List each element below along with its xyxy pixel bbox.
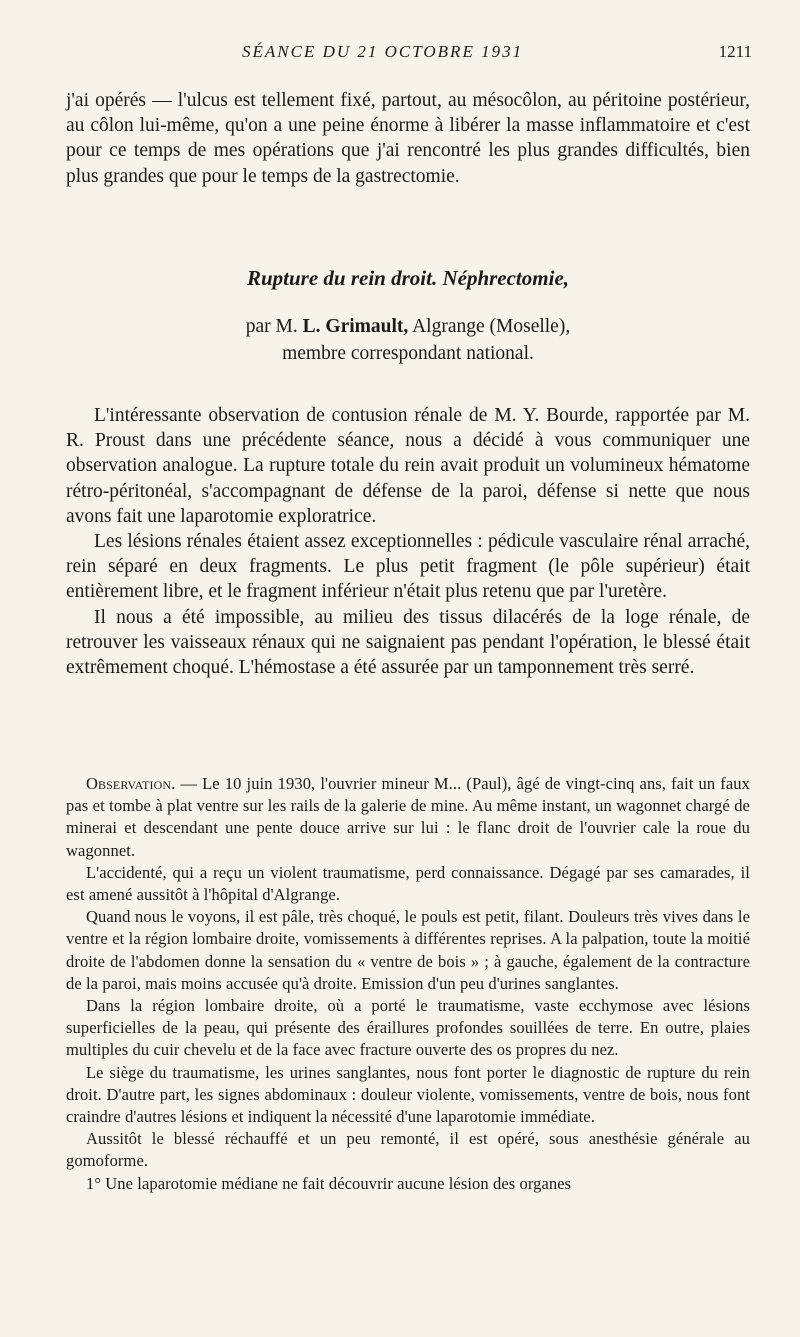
affiliation-role: membre correspondant national.	[282, 343, 534, 364]
byline-line-1	[66, 313, 750, 340]
author-name: L. Grimault,	[302, 316, 409, 337]
observation-paragraph: L'accidenté, qui a reçu un violent traumatisme, perd connaissance. Dégagé par ses camarades, il est amené aussitôt à l'hôpital d'Algrange.	[66, 862, 750, 905]
observation-paragraph: Quand nous le voyons, il est pâle, très choqué, le pouls est petit, filant. Douleurs très vives dans le ventre et la région lombaire droite, vomissements à différentes reprises. A la palpation, toute la moitié droite de l'abdomen donne la sensation du « ventre de bois » ; à gauche, également de la contracture de la paroi, mais moins accusée qu'à droite. Emission d'un peu d'urines sanglantes.	[66, 907, 750, 993]
observation-paragraph: Aussitôt le blessé réchauffé et un peu remonté, il est opéré, sous anesthésie générale au gomoforme.	[66, 1129, 750, 1171]
intro-paragraph: Les lésions rénales étaient assez exceptionnelles : pédicule vasculaire rénal arraché, rein séparé en deux fragments. Le plus petit fragment (le pôle supérieur) était entièrement libre, et le fragment inférieur n'était plus retenu que par l'uretère.	[66, 531, 750, 603]
running-title: SÉANCE DU 21 OCTOBRE 1931	[242, 42, 524, 61]
observation-first-paragraph	[66, 773, 750, 862]
continuation-text	[66, 88, 750, 189]
intro-paragraph: L'intéressante observation de contusion rénale de M. Y. Bourde, rapportée par M. R. Proust dans une précédente séance, nous a décidé à vous communiquer une observation analogue. La rupture totale du rein avait produit un volumineux hématome rétro-péritonéal, s'accompagnant de défense de la paroi, défense si nette que nous avons fait une laparotomie exploratrice.	[66, 405, 750, 527]
observation-paragraph: Le siège du traumatisme, les urines sanglantes, nous font porter le diagnostic de rupture du rein droit. D'autre part, les signes abdominaux : douleur violente, vomissements, ventre de bois, nous font craindre d'autres lésions et indiquent la nécessité d'une laparotomie immédiate.	[66, 1062, 750, 1127]
intro-paragraph: Il nous a été impossible, au milieu des tissus dilacérés de la loge rénale, de retrouver les vaisseaux rénaux qui ne saignaient pas pendant l'opération, le blessé était extrêmement choqué. L'hémostase a été assurée par un tamponnement très serré.	[66, 606, 750, 679]
continuation-paragraph: j'ai opérés — l'ulcus est tellement fixé, partout, au mésocôlon, au péritoine postérieur, au côlon lui-même, qu'on a une peine énorme à libérer la masse inflammatoire et c'est pour ce temps de mes opérations que j'ai rencontré les plus grandes difficultés, bien plus grandes que pour le temps de la gastrectomie.	[66, 90, 750, 187]
page-number: 1211	[718, 42, 752, 61]
observation-first-text: — Le 10 juin 1930, l'ouvrier mineur M... (Paul), âgé de vingt-cinq ans, fait un faux pas et tombe à plat ventre sur les rails de la galerie de mine. Au même instant, un wagonnet chargé de minerai et descendant une pente douce arrive sur lui : le flanc droit de l'ouvrier cale la roue du wagonnet.	[66, 774, 750, 860]
byline-prefix: par M.	[245, 316, 298, 337]
intro-section	[66, 403, 750, 680]
observation-section	[66, 773, 750, 1195]
observation-paragraph: Dans la région lombaire droite, où a porté le traumatisme, vaste ecchymose avec lésions superficielles de la peau, qui présente des éraillures profondes souillées de terre. En outre, plaies multiples du cuir chevelu et de la face avec fracture ouverte des os propres du nez.	[66, 996, 750, 1060]
observation-paragraph: 1° Une laparotomie médiane ne fait découvrir aucune lésion des organes	[86, 1173, 572, 1193]
observation-label: Observation.	[86, 774, 176, 793]
affiliation-place: Algrange (Moselle),	[412, 316, 571, 337]
byline	[66, 313, 750, 367]
article-title: Rupture du rein droit. Néphrectomie,	[246, 266, 570, 290]
